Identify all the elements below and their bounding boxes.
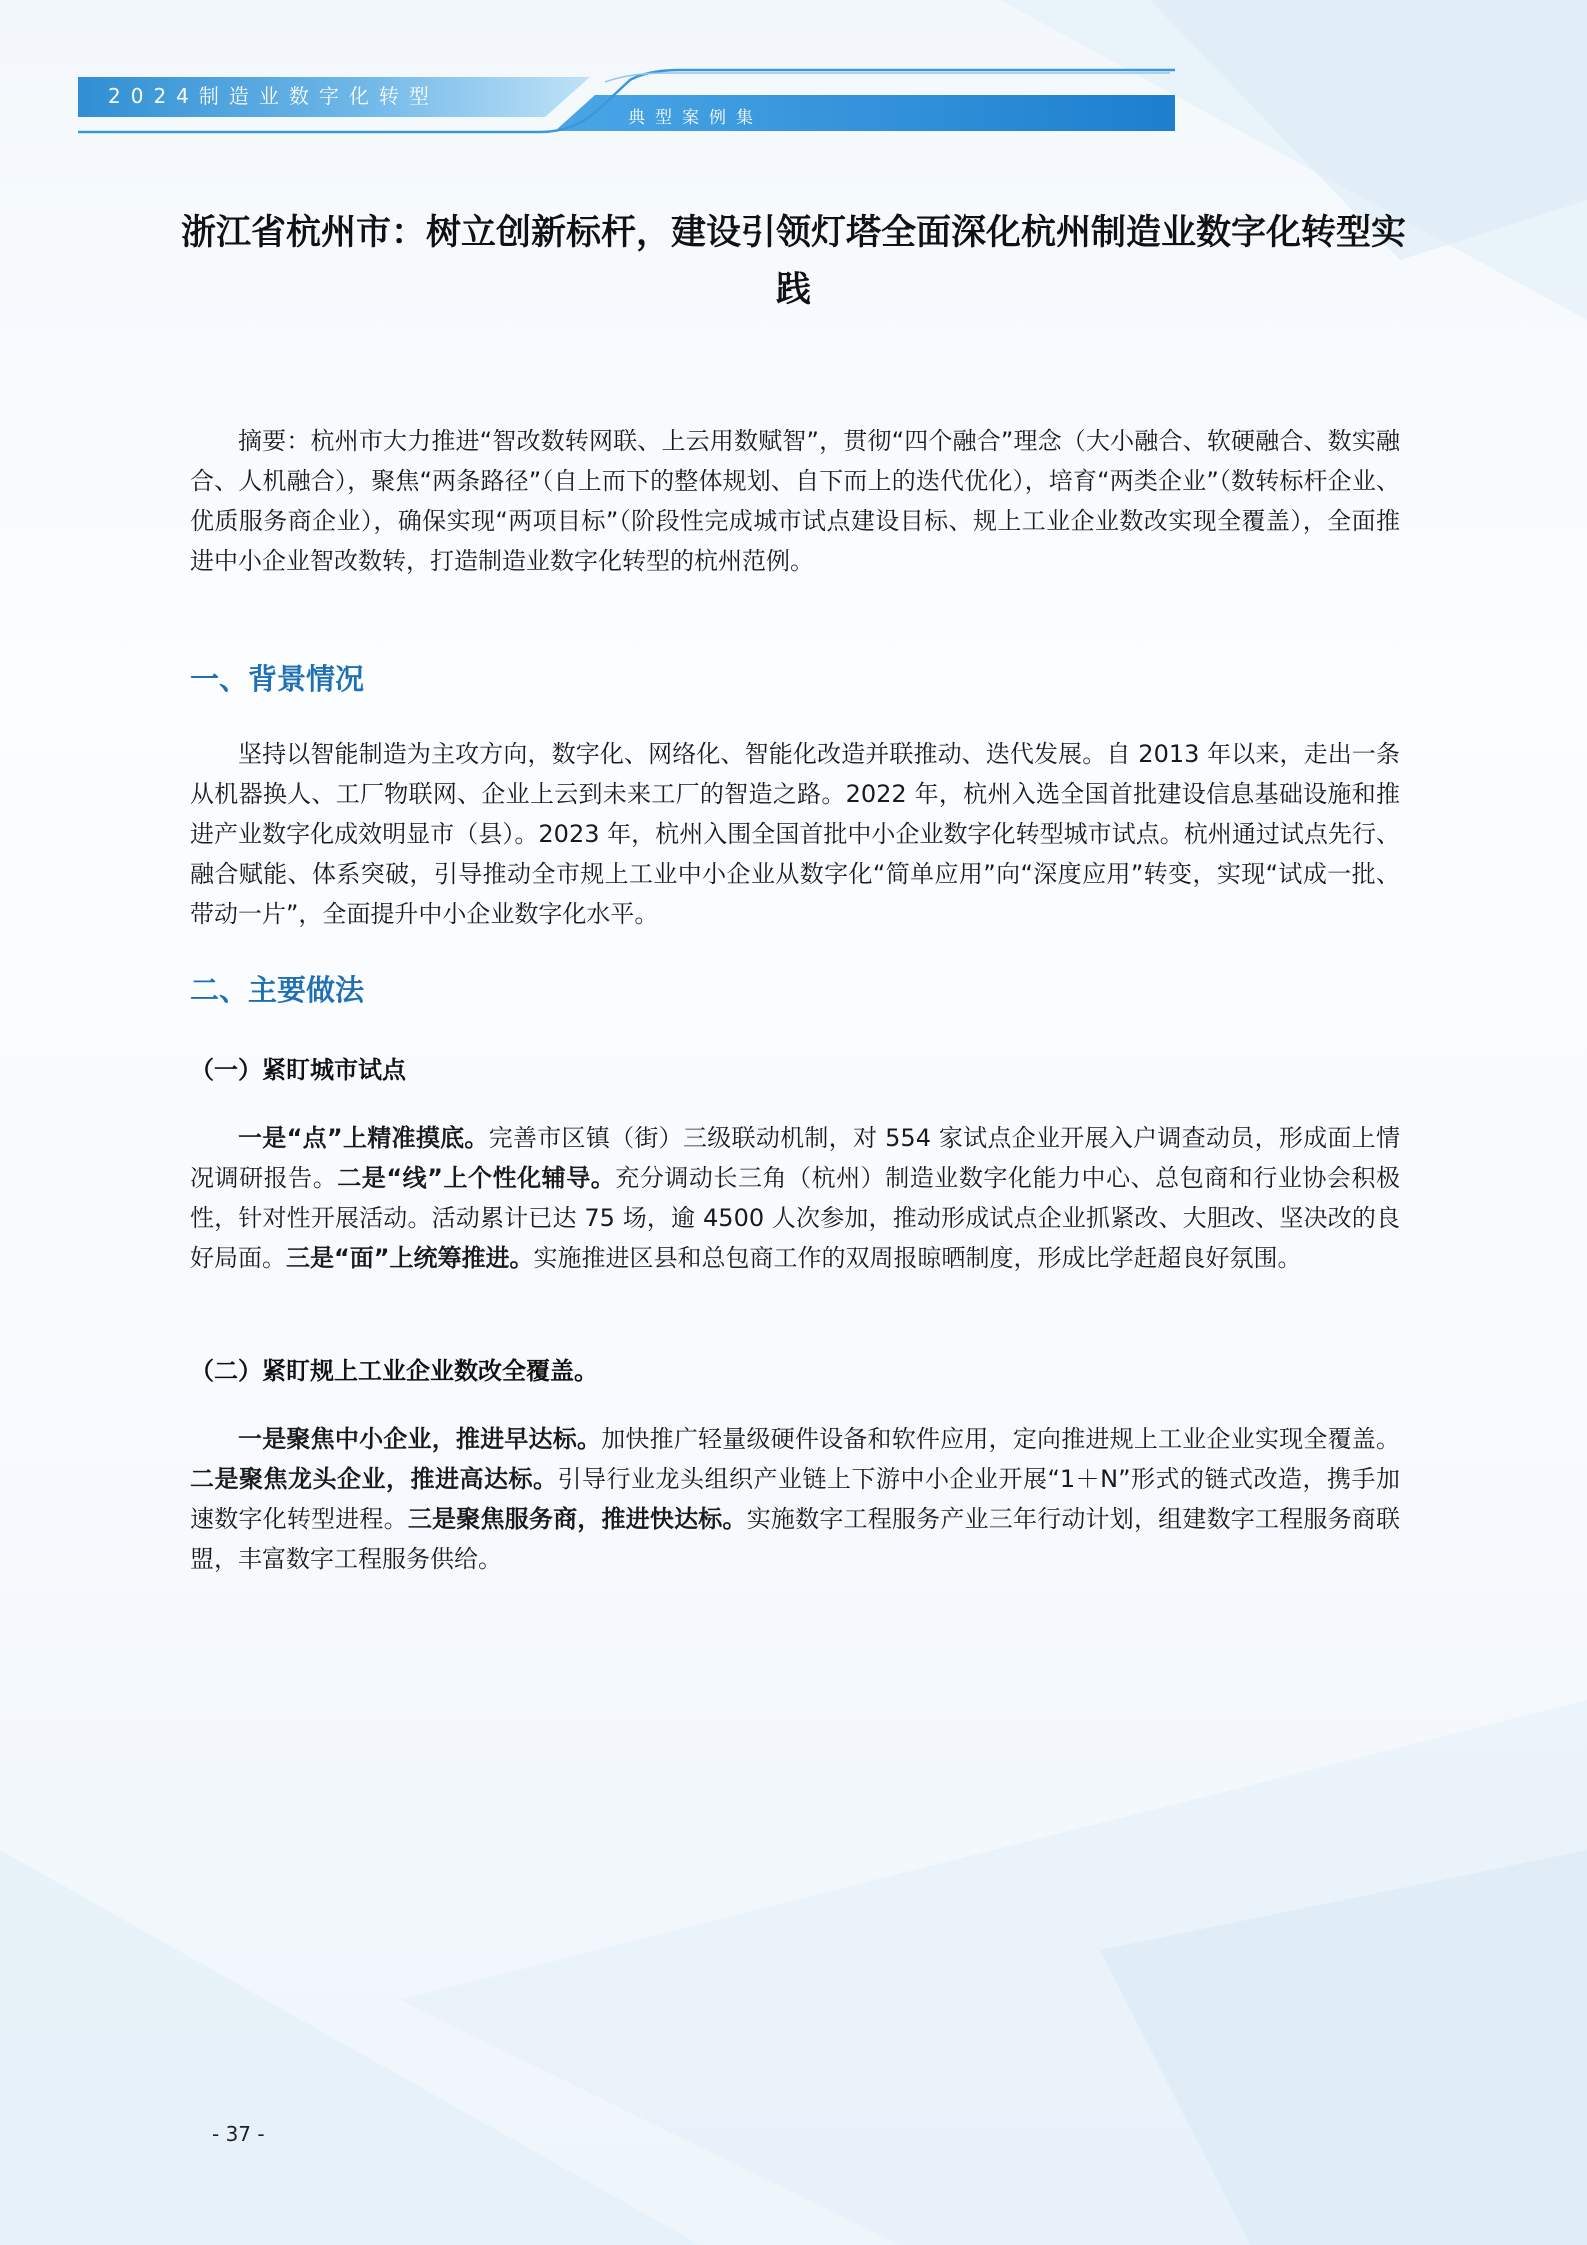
point-6-bold: 三是聚焦服务商，推进快达标。 [407,1505,747,1533]
point-6-text: 实施数字工程服务产业三年行动计划，组建数字工程服务商联盟，丰富数字工程服务供给。 [190,1505,1401,1573]
header-collection-title: 典型案例集 [628,108,763,128]
section-heading-practices: 二、主要做法 [190,973,365,1007]
point-4-bold: 一是聚焦中小企业，推进早达标。 [238,1425,602,1453]
point-3-text: 实施推进区县和总包商工作的双周报晾晒制度，形成比学赶超良好氛围。 [533,1244,1302,1272]
page-number: - 37 - [212,2122,265,2146]
point-5-text: 引导行业龙头组织产业链上下游中小企业开展“1＋N”形式的链式改造，携手加速数字化转型进程。 [190,1465,1401,1533]
full-coverage-paragraph [190,1419,1400,1579]
section-heading-background: 一、背景情况 [190,662,365,696]
point-3-bold: 三是“面”上统筹推进。 [286,1244,534,1272]
point-1-bold: 一是“点”上精准摸底。 [238,1124,489,1152]
subsection-heading-city-pilot: （一）紧盯城市试点 [190,1056,406,1084]
abstract-paragraph: 摘要：杭州市大力推进“智改数转网联、上云用数赋智”，贯彻“四个融合”理念（大小融合、软硬融合、数实融合、人机融合），聚焦“两条路径”（自上而下的整体规划、自下而上的迭代优化），培育“两类企业”（数转标杆企业、优质服务商企业），确保实现“两项目标”（阶段性完成城市试点建设目标、规上工业企业数改实现全覆盖），全面推进中小企业智改数转，打造制造业数字化转型的杭州范例。 [190,427,1400,575]
point-1-text: 完善市区镇（街）三级联动机制，对 554 家试点企业开展入户调查动员，形成面上情况调研报告。 [190,1124,1400,1192]
city-pilot-paragraph [190,1118,1400,1278]
background-paragraph: 坚持以智能制造为主攻方向，数字化、网络化、智能化改造并联推动、迭代发展。自 2013 年以来，走出一条从机器换人、工厂物联网、企业上云到未来工厂的智造之路。2022 年，杭州入选全国首批建设信息基础设施和推进产业数字化成效明显市（县）。2023 年，杭州入围全国首批中小企业数字化转型城市试点。杭州通过试点先行、融合赋能、体系突破，引导推动全市规上工业中小企业从数字化“简单应用”向“深度应用”转变，实现“试成一批、带动一片”，全面提升中小企业数字化水平。 [190,740,1400,928]
point-2-text: 充分调动长三角（杭州）制造业数字化能力中心、总包商和行业协会积极性，针对性开展活动。活动累计已达 75 场，逾 4500 人次参加，推动形成试点企业抓紧改、大胆改、坚决改的良好局面。 [190,1164,1401,1272]
subsection-heading-full-coverage: （二）紧盯规上工业企业数改全覆盖。 [190,1357,598,1385]
point-2-bold: 二是“线”上个性化辅导。 [337,1164,616,1192]
article-title: 浙江省杭州市：树立创新标杆，建设引领灯塔全面深化杭州制造业数字化转型实践 [180,213,1406,310]
point-4-text: 加快推广轻量级硬件设备和软件应用，定向推进规上工业企业实现全覆盖。 [601,1425,1401,1453]
header-series-title: 2024制造业数字化转型 [108,84,439,108]
point-5-bold: 二是聚焦龙头企业，推进高达标。 [190,1465,558,1493]
